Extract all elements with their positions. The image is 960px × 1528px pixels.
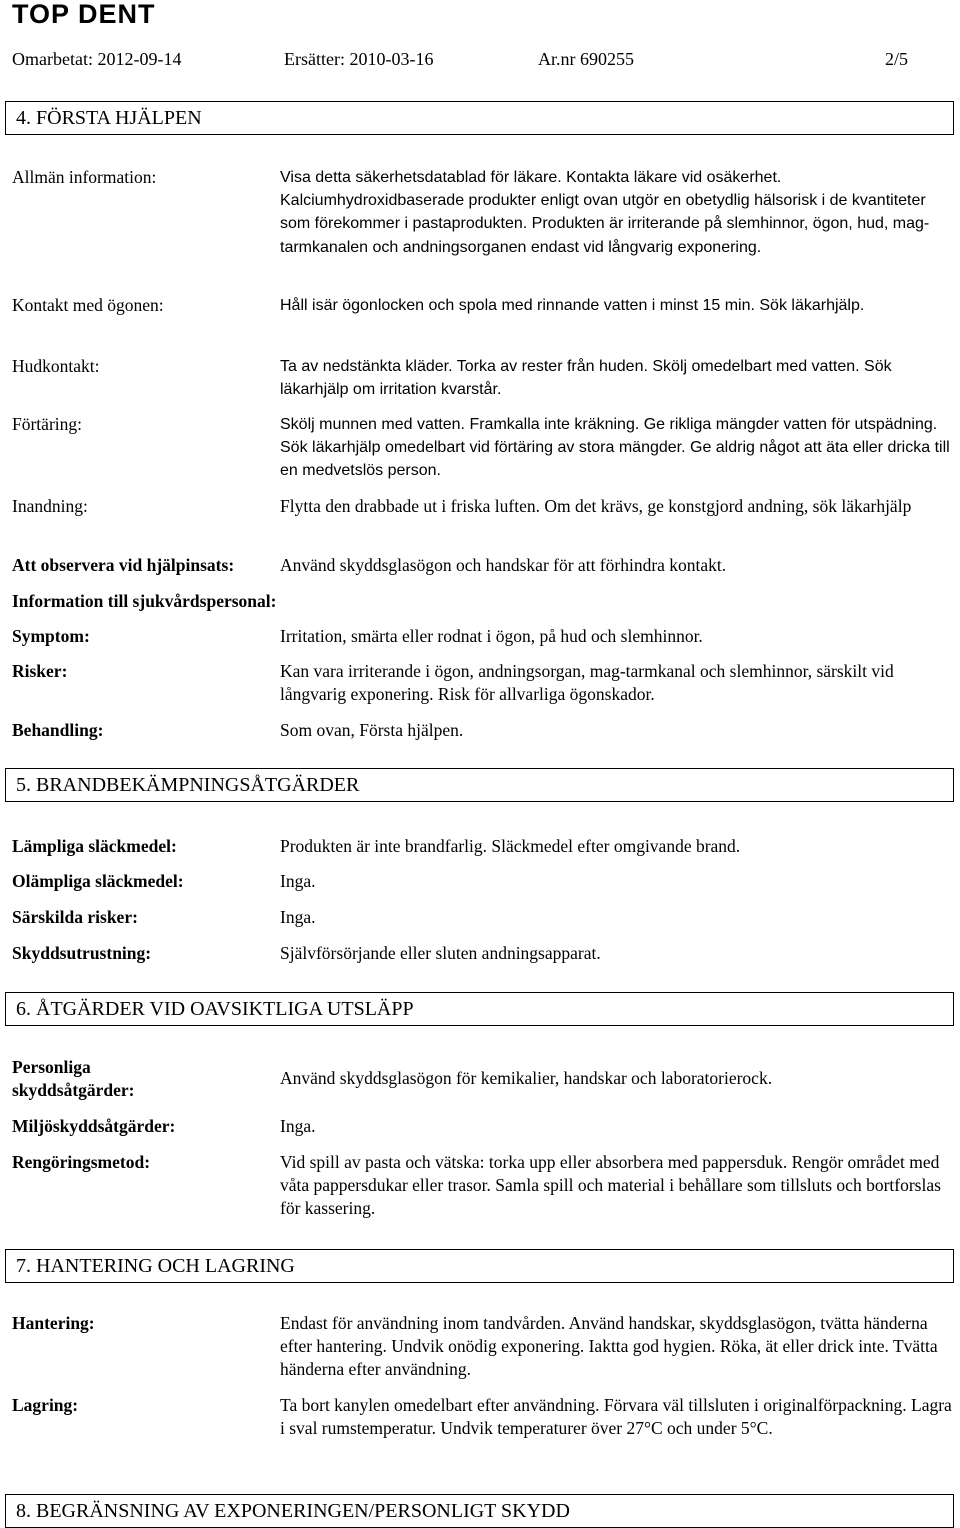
first-aid-note-text: Använd skyddsglasögon och handskar för att förhindra kontakt. xyxy=(280,555,727,575)
personal-precautions-text: Använd skyddsglasögon för kemikalier, handskar och laboratorierock. xyxy=(280,1068,773,1088)
cleanup-method-text: Vid spill av pasta och vätska: torka upp eller absorbera med pappersduk. Rengör området med våta pappersdukar eller trasor. Samla spill och material i behållare som tillsluts och bortforslas för kassering. xyxy=(280,1152,941,1218)
replaces-date: Ersätter: 2010-03-16 xyxy=(284,49,434,69)
section-8-title: 8. BEGRÄNSNING AV EXPONERINGEN/PERSONLIGT SKYDD xyxy=(16,1500,570,1522)
medical-info-label: Information till sjukvårdspersonal: xyxy=(12,591,277,611)
section-7-title: 7. HANTERING OCH LAGRING xyxy=(16,1255,295,1277)
handling-text: Endast för användning inom tandvården. Använd handskar, skyddsglasögon, tvätta händerna efter hantering. Undvik onödig exponering. Iaktta god hygien. Röka, ät eller drick inte. Tvätta händerna efter användning. xyxy=(280,1313,938,1379)
treatment-label: Behandling: xyxy=(12,720,104,740)
storage-text: Ta bort kanylen omedelbart efter användning. Förvara väl tillsluten i originalförpackning. Lagra i sval rumstemperatur. Undvik temperaturer över 27°C och under 5°C. xyxy=(280,1395,952,1438)
special-risks-text: Inga. xyxy=(280,907,316,927)
symptoms-label: Symptom: xyxy=(12,626,90,646)
cleanup-method-label: Rengöringsmetod: xyxy=(12,1152,151,1172)
general-info-label: Allmän information: xyxy=(12,167,157,187)
eye-contact-label: Kontakt med ögonen: xyxy=(12,295,164,315)
treatment-text: Som ovan, Första hjälpen. xyxy=(280,720,464,740)
section-5-header xyxy=(5,768,954,802)
section-4-title: 4. FÖRSTA HJÄLPEN xyxy=(16,107,202,129)
environmental-precautions-label: Miljöskyddsåtgärder: xyxy=(12,1116,176,1136)
risks-label: Risker: xyxy=(12,661,68,681)
article-number: Ar.nr 690255 xyxy=(538,49,634,69)
section-8-header xyxy=(5,1494,954,1528)
revised-date: Omarbetat: 2012-09-14 xyxy=(12,49,182,69)
page-number: 2/5 xyxy=(885,49,909,69)
section-6-header xyxy=(5,992,954,1026)
skin-contact-label: Hudkontakt: xyxy=(12,356,100,376)
protective-equipment-label: Skyddsutrustning: xyxy=(12,943,152,963)
environmental-precautions-text: Inga. xyxy=(280,1116,316,1136)
skin-contact-text: Ta av nedstänkta kläder. Torka av rester från huden. Skölj omedelbart med vatten. Sök läkarhjälp om irritation kvarstår. xyxy=(280,358,892,399)
risks-text: Kan vara irriterande i ögon, andningsorgan, mag-tarmkanal och slemhinnor, särskilt vid långvarig exponering. Risk för allvarliga ögonskador. xyxy=(280,661,894,704)
suitable-extinguishing-label: Lämpliga släckmedel: xyxy=(12,836,177,856)
ingestion-text: Skölj munnen med vatten. Framkalla inte kräkning. Ge rikliga mängder vatten för utspädning. Sök läkarhjälp omedelbart vid förtäring av stora mängder. Ge aldrig något att äta eller dricka till en medvetslös person. xyxy=(280,416,950,480)
unsuitable-extinguishing-label: Olämpliga släckmedel: xyxy=(12,871,184,891)
inhalation-label: Inandning: xyxy=(12,496,88,516)
brand-logo: TOP DENT xyxy=(12,0,156,29)
unsuitable-extinguishing-text: Inga. xyxy=(280,871,316,891)
section-7-header xyxy=(5,1249,954,1283)
ingestion-label: Förtäring: xyxy=(12,414,82,434)
section-5-title: 5. BRANDBEKÄMPNINGSÅTGÄRDER xyxy=(16,774,360,796)
general-info-text: Visa detta säkerhetsdatablad för läkare. Kontakta läkare vid osäkerhet. Kalciumhydroxidbaserade produkter enligt ovan utgör en obetydlig hälsorisk i de kvantiteter som förekommer i pastaprodukten. Produkten är irriterande på slemhinnor, ögon, hud, mag-tarmkanalen och andningsorganen endast vid långvarig exponering. xyxy=(280,169,930,256)
eye-contact-text: Håll isär ögonlocken och spola med rinnande vatten i minst 15 min. Sök läkarhjälp. xyxy=(280,297,865,314)
inhalation-text: Flytta den drabbade ut i friska luften. Om det krävs, ge konstgjord andning, sök läkarhjälp xyxy=(280,496,912,516)
storage-label: Lagring: xyxy=(12,1395,79,1415)
protective-equipment-text: Självförsörjande eller sluten andningsapparat. xyxy=(280,943,601,963)
personal-precautions-label: Personliga skyddsåtgärder: xyxy=(12,1057,135,1100)
section-4-header xyxy=(5,101,954,135)
handling-label: Hantering: xyxy=(12,1313,95,1333)
section-6-title: 6. ÅTGÄRDER VID OAVSIKTLIGA UTSLÄPP xyxy=(16,998,414,1020)
first-aid-note-label: Att observera vid hjälpinsats: xyxy=(12,555,235,575)
suitable-extinguishing-text: Produkten är inte brandfarlig. Släckmedel efter omgivande brand. xyxy=(280,836,741,856)
symptoms-text: Irritation, smärta eller rodnat i ögon, på hud och slemhinnor. xyxy=(280,626,703,646)
special-risks-label: Särskilda risker: xyxy=(12,907,138,927)
